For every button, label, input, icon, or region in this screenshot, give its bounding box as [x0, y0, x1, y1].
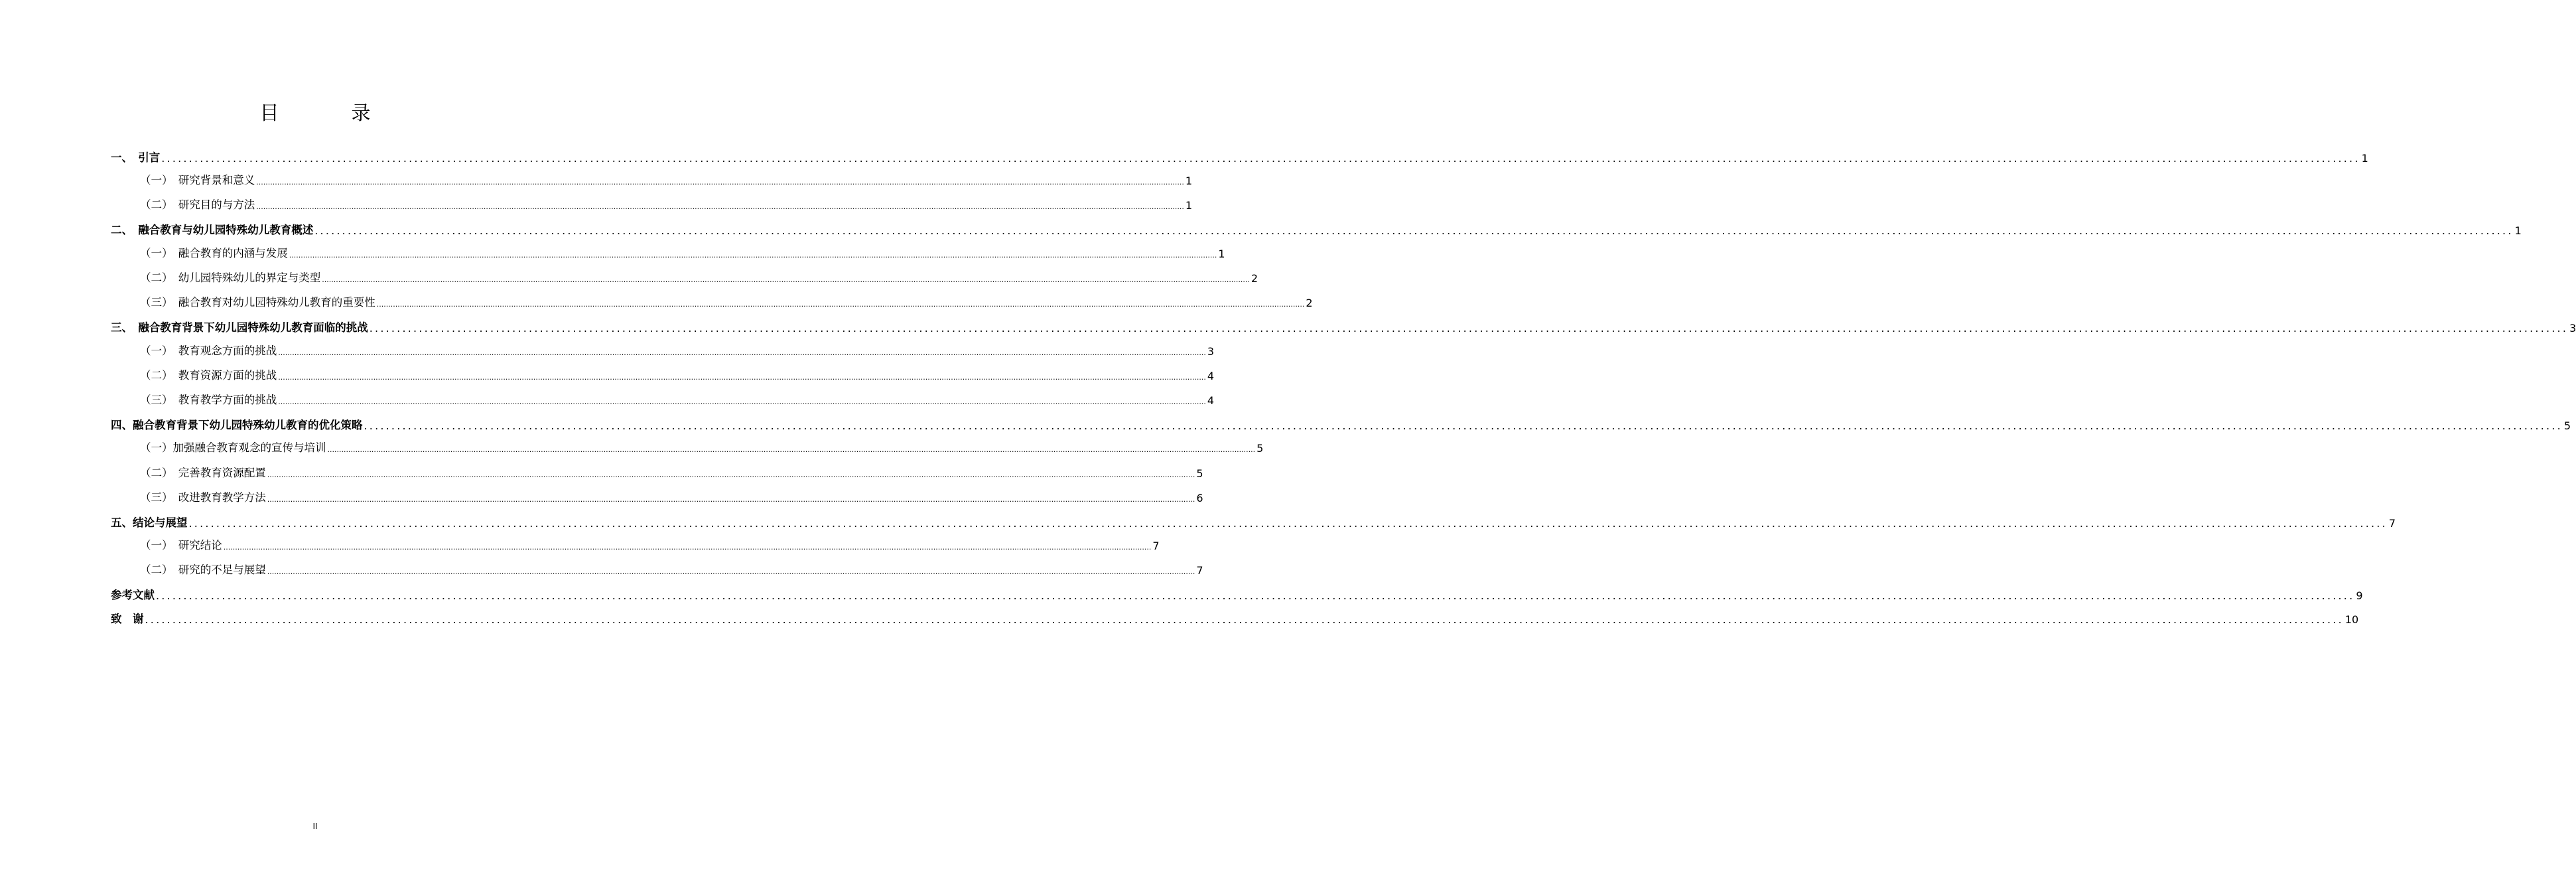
toc-entry-label: （一） 融合教育的内涵与发展	[140, 247, 288, 260]
toc-page-number: 9	[2356, 589, 2363, 602]
toc-dot-leader: ................................................................................................................................................................................................................................................................................................................................................................................................................	[267, 471, 1195, 479]
toc-entry-label: （一） 教育观念方面的挑战	[140, 344, 277, 357]
toc-page-number: 1	[2514, 224, 2522, 237]
toc-entry-label: （二） 研究的不足与展望	[140, 563, 266, 576]
toc-entry-label: （二） 研究目的与方法	[140, 198, 255, 211]
toc-entry-section[interactable]	[111, 487, 1203, 504]
toc-dot-leader: ................................................................................................................................................................................................................................................................................................................................................................................................................	[314, 224, 2514, 237]
toc-entry-section[interactable]	[111, 365, 1215, 382]
toc-entry-label: 参考文献	[111, 589, 155, 601]
toc-dot-leader: ................................................................................................................................................................................................................................................................................................................................................................................................................	[267, 567, 1195, 576]
toc-dot-leader: ................................................................................................................................................................................................................................................................................................................................................................................................................	[364, 419, 2563, 432]
toc-dot-leader: ................................................................................................................................................................................................................................................................................................................................................................................................................	[256, 178, 1184, 186]
toc-dot-leader: ................................................................................................................................................................................................................................................................................................................................................................................................................	[278, 373, 1206, 382]
toc-page-number: 10	[2344, 613, 2359, 626]
toc-page-number: 5	[1256, 442, 1264, 455]
toc-entry-chapter[interactable]	[111, 415, 2571, 432]
toc-dot-leader: ................................................................................................................................................................................................................................................................................................................................................................................................................	[223, 543, 1152, 552]
toc-page-number: 7	[1196, 564, 1203, 577]
toc-entry-label: 致 谢	[111, 613, 144, 625]
toc-entry-label: 二、 融合教育与幼儿园特殊幼儿教育概述	[111, 224, 314, 236]
toc-page-number: 3	[1207, 345, 1215, 358]
toc-page-number: 6	[1196, 492, 1203, 504]
toc-page-number: 7	[2388, 517, 2396, 530]
toc-dot-leader: ................................................................................................................................................................................................................................................................................................................................................................................................................	[161, 152, 2360, 165]
toc-entry-section[interactable]	[111, 340, 1215, 358]
toc-entry-section[interactable]	[111, 437, 1264, 455]
toc-title: 目 录	[259, 102, 397, 124]
toc-entry-chapter[interactable]	[111, 585, 2363, 602]
toc-page-number: 5	[2563, 419, 2571, 432]
toc-entry-chapter[interactable]	[111, 220, 2522, 237]
toc-entry-chapter[interactable]	[111, 317, 2576, 334]
toc-entry-label: （二） 教育资源方面的挑战	[140, 369, 277, 382]
toc-page-number: 1	[1185, 199, 1193, 212]
toc-page-number: 1	[2361, 152, 2368, 165]
toc-page-number: 1	[1218, 248, 1225, 260]
toc-entry-chapter[interactable]	[111, 512, 2396, 530]
toc-entry-label: （三） 改进教育教学方法	[140, 491, 266, 504]
toc-entry-label: （三） 融合教育对幼儿园特殊幼儿教育的重要性	[140, 296, 375, 309]
toc-page-number: 2	[1251, 272, 1258, 285]
toc-entry-label: （一）加强融合教育观念的宣传与培训	[140, 441, 326, 454]
toc-entry-label: （一） 研究背景和意义	[140, 174, 255, 186]
toc-dot-leader: ................................................................................................................................................................................................................................................................................................................................................................................................................	[322, 275, 1250, 284]
toc-dot-leader: ................................................................................................................................................................................................................................................................................................................................................................................................................	[369, 322, 2569, 334]
toc-entry-label: 五、结论与展望	[111, 516, 188, 529]
toc-page-number: 1	[1185, 175, 1193, 187]
toc-dot-leader: ................................................................................................................................................................................................................................................................................................................................................................................................................	[289, 251, 1217, 260]
toc-entry-section[interactable]	[111, 463, 1203, 480]
toc-dot-leader: ................................................................................................................................................................................................................................................................................................................................................................................................................	[145, 613, 2344, 626]
toc-entry-section[interactable]	[111, 194, 1193, 212]
toc-dot-leader: ................................................................................................................................................................................................................................................................................................................................................................................................................	[188, 517, 2388, 530]
toc-entry-label: 三、 融合教育背景下幼儿园特殊幼儿教育面临的挑战	[111, 321, 368, 334]
toc-entry-section[interactable]	[111, 390, 1215, 407]
toc-dot-leader: ................................................................................................................................................................................................................................................................................................................................................................................................................	[278, 348, 1206, 357]
toc-entry-label: （二） 完善教育资源配置	[140, 467, 266, 479]
toc-page-number: 4	[1207, 370, 1215, 382]
toc-dot-leader: ................................................................................................................................................................................................................................................................................................................................................................................................................	[327, 445, 1256, 454]
toc-page-number: 7	[1152, 540, 1160, 552]
toc-dot-leader: ................................................................................................................................................................................................................................................................................................................................................................................................................	[376, 300, 1305, 309]
toc-entry-chapter[interactable]	[111, 609, 2359, 626]
toc-page-number: 2	[1306, 297, 1313, 309]
footer-page-number: II	[312, 822, 318, 831]
toc-page-number: 5	[1196, 467, 1203, 480]
toc-entry-section[interactable]	[111, 292, 1313, 309]
toc-entry-section[interactable]	[111, 535, 1160, 552]
toc-dot-leader: ................................................................................................................................................................................................................................................................................................................................................................................................................	[156, 589, 2355, 602]
toc-entry-section[interactable]	[111, 267, 1258, 285]
toc-page-number: 4	[1207, 394, 1215, 407]
toc-entry-label: （三） 教育教学方面的挑战	[140, 394, 277, 406]
toc-entry-label: 一、 引言	[111, 151, 161, 164]
toc-entry-section[interactable]	[111, 243, 1225, 260]
toc-entry-section[interactable]	[111, 170, 1193, 187]
toc-entry-chapter[interactable]	[111, 147, 2368, 165]
toc-entry-label: （一） 研究结论	[140, 539, 222, 552]
toc-dot-leader: ................................................................................................................................................................................................................................................................................................................................................................................................................	[278, 398, 1206, 406]
toc-dot-leader: ................................................................................................................................................................................................................................................................................................................................................................................................................	[267, 495, 1195, 504]
toc-page-number: 3	[2569, 322, 2576, 334]
toc-entry-label: 四、融合教育背景下幼儿园特殊幼儿教育的优化策略	[111, 419, 363, 431]
toc-entry-label: （二） 幼儿园特殊幼儿的界定与类型	[140, 271, 321, 284]
toc-dot-leader: ................................................................................................................................................................................................................................................................................................................................................................................................................	[256, 202, 1184, 211]
toc-entry-section[interactable]	[111, 559, 1203, 577]
